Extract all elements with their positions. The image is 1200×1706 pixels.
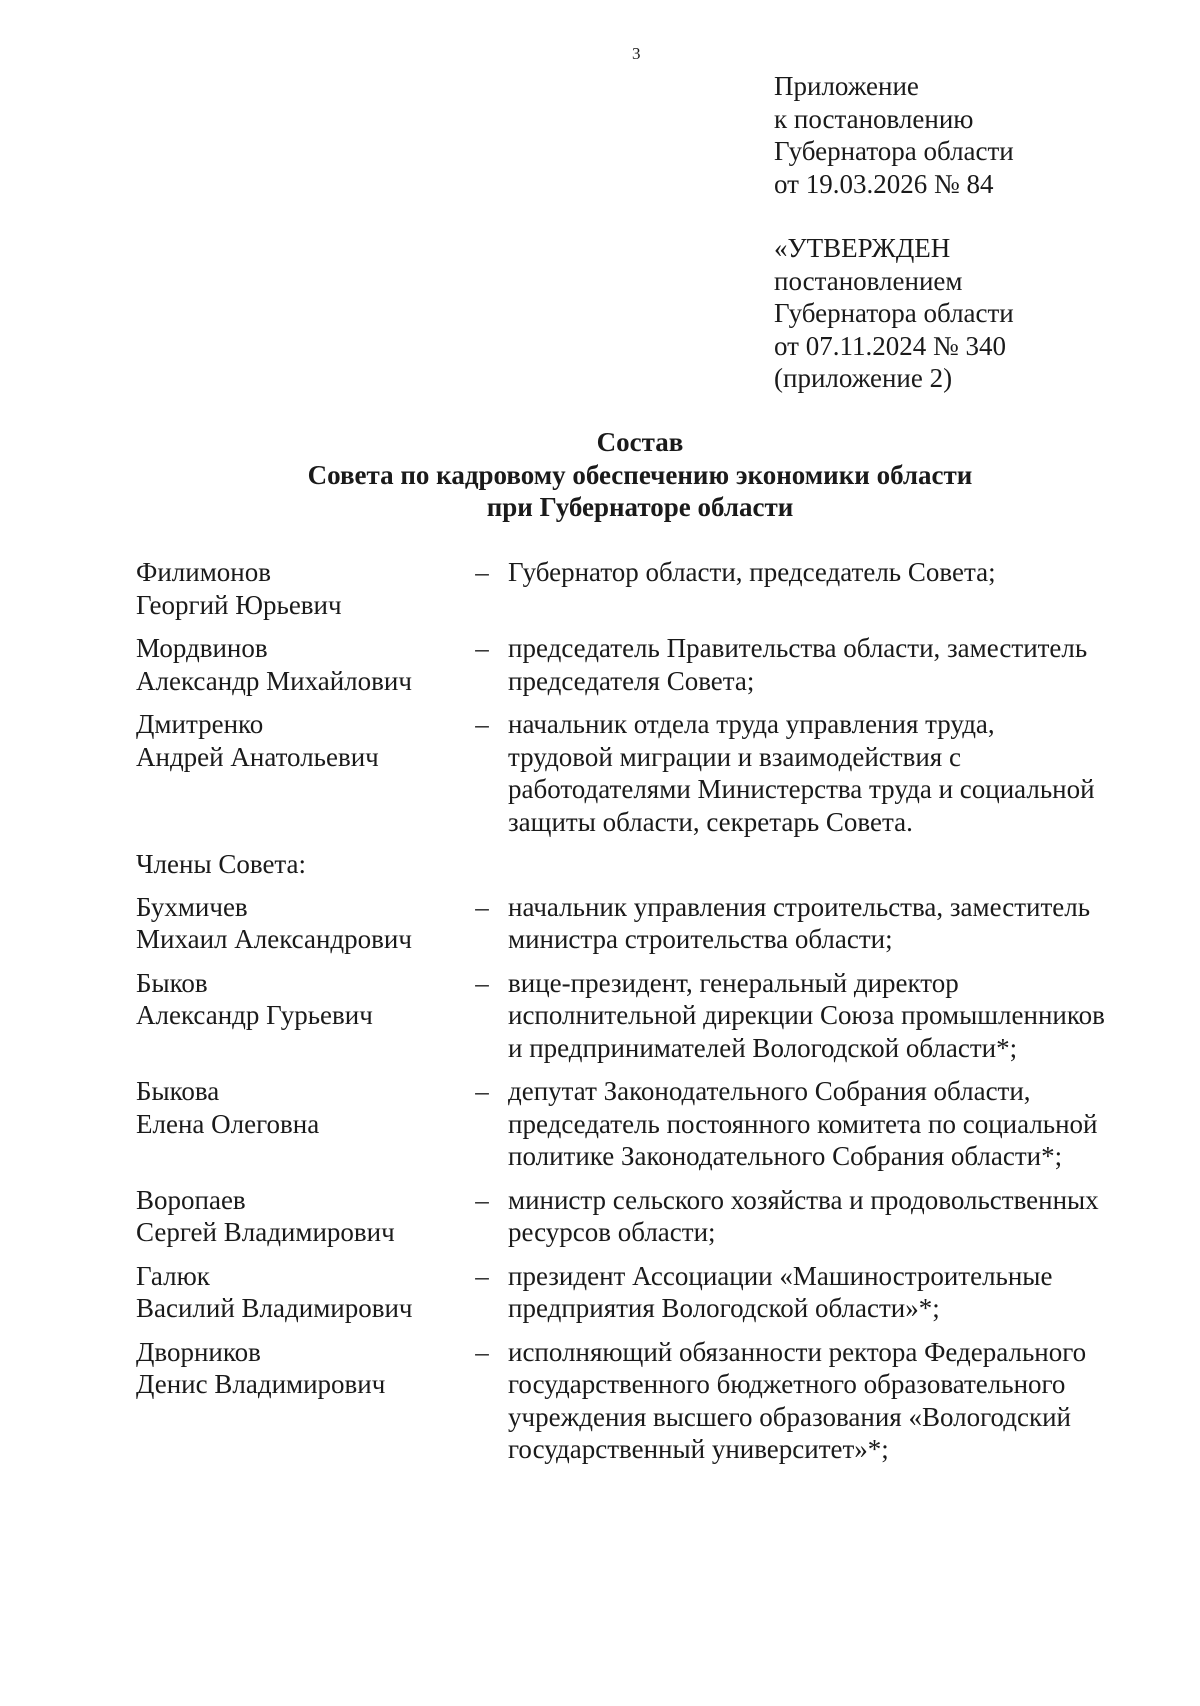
leader-entry xyxy=(136,556,1146,621)
member-name-line: Андрей Анатольевич xyxy=(136,741,379,772)
member-name xyxy=(136,891,466,956)
dash-separator: – xyxy=(475,967,489,998)
member-name-line: Быкова xyxy=(136,1076,220,1106)
member-name xyxy=(136,708,466,773)
member-name-line: Филимонов xyxy=(136,557,271,587)
member-role-line: трудовой миграции и взаимодействия с xyxy=(508,741,961,772)
member-name-line: Сергей Владимирович xyxy=(136,1217,395,1247)
member-role-line: государственный университет»*; xyxy=(508,1434,889,1464)
member-name-line: Дворников xyxy=(136,1336,261,1367)
member-role-line: политике Законодательного Собрания области*; xyxy=(508,1141,1063,1171)
member-role xyxy=(498,967,1146,1065)
member-name-line: Дмитренко xyxy=(136,709,264,739)
dash-separator: – xyxy=(475,1260,489,1291)
member-entry xyxy=(136,1075,1146,1173)
approval-line: Губернатора области xyxy=(774,298,1014,328)
member-entry xyxy=(136,1184,1146,1249)
member-role-line: работодателями Министерства труда и социальной xyxy=(508,774,1095,804)
council-composition xyxy=(136,556,1146,1466)
member-role-line: исполняющий обязанности ректора Федерального xyxy=(508,1336,1087,1367)
member-role-line: начальник управления строительства, заместитель xyxy=(508,891,1091,922)
member-name-line: Мордвинов xyxy=(136,633,268,663)
member-role xyxy=(498,1184,1146,1249)
member-role-line: депутат Законодательного Собрания области, xyxy=(508,1076,1031,1106)
member-role xyxy=(498,891,1146,956)
member-entry xyxy=(136,1336,1146,1466)
member-name xyxy=(136,632,466,697)
dash-separator: – xyxy=(475,633,489,663)
member-name-line: Михаил Александрович xyxy=(136,924,412,954)
title-line: при Губернаторе области xyxy=(486,492,794,522)
member-role-line: ресурсов области; xyxy=(508,1217,716,1247)
member-role-line: начальник отдела труда управления труда, xyxy=(508,709,995,739)
approval-line: от 07.11.2024 № 340 xyxy=(774,330,1006,361)
member-role xyxy=(498,1336,1146,1466)
dash-separator: – xyxy=(475,1184,489,1215)
member-role-line: учреждения высшего образования «Вологодский xyxy=(508,1401,1071,1432)
appendix-block xyxy=(774,70,1014,200)
member-role xyxy=(498,708,1146,838)
dash-separator: – xyxy=(475,891,489,922)
member-role-line: председатель постоянного комитета по социальной xyxy=(508,1108,1098,1139)
member-name xyxy=(136,1336,466,1401)
member-role-line: государственного бюджетного образовательного xyxy=(508,1369,1066,1399)
member-role-line: и предпринимателей Вологодской области*; xyxy=(508,1032,1018,1063)
member-name xyxy=(136,1260,466,1325)
member-name-line: Галюк xyxy=(136,1260,210,1291)
member-name-line: Александр Михайлович xyxy=(136,665,412,696)
leader-entry xyxy=(136,632,1146,697)
appendix-line: от 19.03.2026 № 84 xyxy=(774,168,994,199)
title-line: Состав xyxy=(596,427,684,457)
member-name-line: Быков xyxy=(136,967,208,998)
appendix-line: Губернатора области xyxy=(774,136,1014,166)
dash-separator: – xyxy=(475,1076,489,1106)
member-role-line: защиты области, секретарь Совета. xyxy=(508,806,913,837)
member-name-line: Георгий Юрьевич xyxy=(136,589,342,620)
member-name-line: Денис Владимирович xyxy=(136,1369,386,1399)
member-name-line: Василий Владимирович xyxy=(136,1293,413,1323)
appendix-line: Приложение xyxy=(774,71,919,101)
member-role xyxy=(498,1075,1146,1173)
member-role-line: Губернатор области, председатель Совета; xyxy=(508,557,996,587)
member-role xyxy=(498,1260,1146,1325)
member-role-line: исполнительной дирекции Союза промышленников xyxy=(508,1000,1105,1030)
leader-entry xyxy=(136,708,1146,838)
dash-separator: – xyxy=(475,709,489,739)
member-role-line: председатель Правительства области, заместитель xyxy=(508,633,1088,663)
approval-line: постановлением xyxy=(774,265,963,296)
dash-separator: – xyxy=(475,557,489,587)
member-role-line: министр сельского хозяйства и продовольственных xyxy=(508,1184,1099,1215)
member-name xyxy=(136,556,466,621)
document-title xyxy=(0,426,1200,524)
members-heading: Члены Совета: xyxy=(136,849,307,879)
member-entry xyxy=(136,891,1146,956)
member-name-line: Бухмичев xyxy=(136,891,248,922)
appendix-line: к постановлению xyxy=(774,103,974,134)
title-line: Совета по кадровому обеспечению экономики области xyxy=(307,459,973,490)
member-role-line: министра строительства области; xyxy=(508,924,893,954)
member-role xyxy=(498,632,1146,697)
member-role-line: предприятия Вологодской области»*; xyxy=(508,1293,940,1323)
member-name-line: Воропаев xyxy=(136,1184,246,1215)
approval-line: «УТВЕРЖДЕН xyxy=(774,233,951,263)
member-entry xyxy=(136,1260,1146,1325)
member-name xyxy=(136,1075,466,1140)
member-name-line: Елена Олеговна xyxy=(136,1108,320,1139)
approval-line: (приложение 2) xyxy=(774,363,953,393)
page-number: 3 xyxy=(632,44,641,63)
member-name xyxy=(136,967,466,1032)
member-role-line: президент Ассоциации «Машиностроительные xyxy=(508,1260,1053,1291)
member-role xyxy=(498,556,1146,589)
member-name xyxy=(136,1184,466,1249)
approval-block xyxy=(774,232,1014,395)
member-name-line: Александр Гурьевич xyxy=(136,1000,373,1030)
member-role-line: председателя Совета; xyxy=(508,665,755,696)
dash-separator: – xyxy=(475,1336,489,1367)
member-entry xyxy=(136,967,1146,1065)
member-role-line: вице-президент, генеральный директор xyxy=(508,967,959,998)
